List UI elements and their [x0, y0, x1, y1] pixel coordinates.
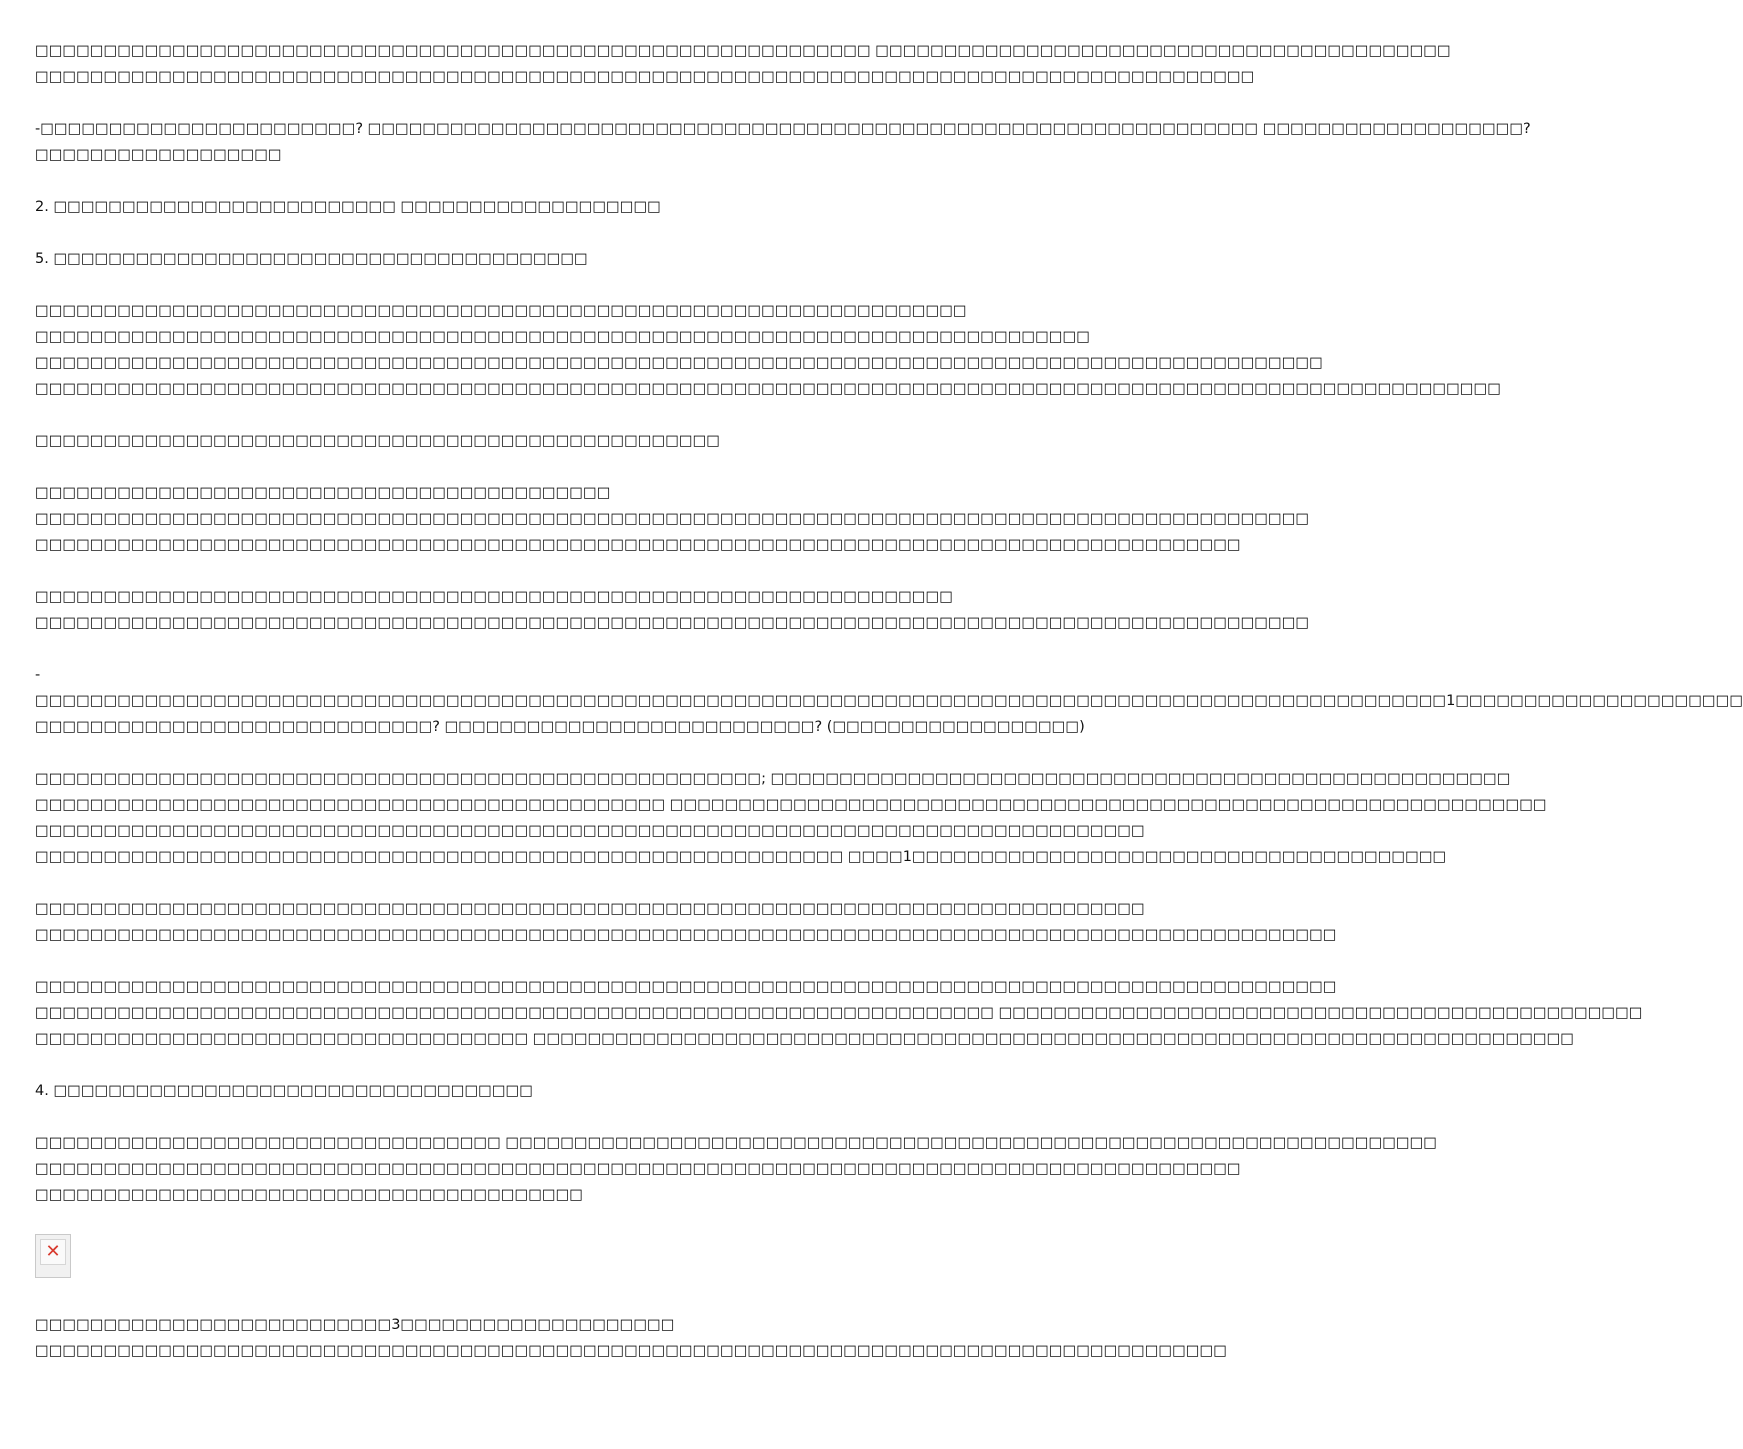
text-line: □□□□□□□□□□□□□□□□□□□□□□□□□□□□□□□□□□□□□□□□□□□□□□□□□□□□□□□□□□□□□□□□□□□□□□□□□□□□□□□□□: [35, 901, 1145, 917]
paragraph: [35, 480, 1310, 558]
text-line: -□□□□□□□□□□□□□□□□□□□□□□□? □□□□□□□□□□□□□□□□□□□□□□□□□□□□□□□□□□□□□□□□□□□□□□□□□□□□□□□□□□□□□□□□□ □□□□□□□□□□□□□□□□□□□?: [35, 121, 1531, 137]
text-line: 4. □□□□□□□□□□□□□□□□□□□□□□□□□□□□□□□□□□□: [35, 1083, 533, 1099]
paragraph: [35, 1078, 955, 1104]
text-line: □□□□□□□□□□□□□□□□□□□□□□□□□□□□□? □□□□□□□□□□□□□□□□□□□□□□□□□□□? (□□□□□□□□□□□□□□□□□□): [35, 719, 1085, 735]
text-line: □□□□□□□□□□□□□□□□□□□□□□□□□□□□□□□□□□□□□□□□□□□□□□□□□□□□□□□□□□□□□□□□□□□□□□□□□□□□□□□□□□□□□□□□: [35, 1161, 1241, 1177]
paragraph: [35, 116, 1531, 168]
broken-image-frame: [40, 1239, 66, 1265]
paragraph: [35, 194, 955, 220]
text-line: □□□□□□□□□□□□□□□□□□□□□□□□□□□□□□□□□□□□□□□□□□□□□□□□□□□□□□□□□□□□□□□□□□□□: [35, 303, 967, 319]
paragraph-list: [35, 38, 1743, 1208]
text-line: 5. □□□□□□□□□□□□□□□□□□□□□□□□□□□□□□□□□□□□□□□: [35, 251, 588, 267]
broken-image-icon: ✕: [45, 1241, 61, 1262]
paragraph: [35, 246, 955, 272]
text-line: □□□□□□□□□□□□□□□□□□: [35, 147, 282, 163]
text-line: □□□□□□□□□□□□□□□□□□□□□□□□□□□□□□□□□□□□□□□□□□□□□□□□□□□□□□□□□□□□□□□□□□□□□□□□□□□□□□□□□□□□□□□□□: [35, 69, 1255, 85]
text-line: □□□□□□□□□□□□□□□□□□□□□□□□□□□□□□□□□□□□□□□□□□□□□□ □□□□□□□□□□□□□□□□□□□□□□□□□□□□□□□□□□□□□□□□□□□□□□□□□□□□□□□□□□□□□□□□: [35, 797, 1547, 813]
paragraph: [35, 662, 1743, 740]
document-body: [35, 38, 1743, 1390]
text-line: □□□□□□□□□□□□□□□□□□□□□□□□□□□□□□□□□□□□□□□□□□□□□□□□□□□□□□□□□□□□□□□□□□□□□□□□□□□□□□□□□□□□□□□□□□□□□: [35, 511, 1310, 527]
text-line: □□□□□□□□□□□□□□□□□□□□□□□□□□□□□□□□□□□□□□□□□□□□□□□□□□□□□□□□□□□□□□□□□□□□□□□□□□□□□□□□□□□□□□□□□□□□□□□□□□□□□□□1□□□□□□□□□□□□□□□□□□□□□: [35, 693, 1743, 709]
paragraph: [35, 1130, 1438, 1208]
text-line: □□□□□□□□□□□□□□□□□□□□□□□□□□□□□□□□□□□□□□□□□□□□□□□□□□□□□□□□□□□□□□□□□□□□□□□□□□□□□□□□□□□□□□□: [35, 1343, 1227, 1359]
paragraph: [35, 974, 1643, 1052]
text-line: □□□□□□□□□□□□□□□□□□□□□□□□□□□□□□□□□□□□□□□□□□□□□□□□□□□□□□□□□□□□□□□□□□□□□□ □□□□□□□□□□□□□□□□□□□□□□□□□□□□□□□□□□□□□□□□□□□□□□□: [35, 1005, 1643, 1021]
paragraph: [35, 766, 1547, 870]
paragraph: [35, 38, 1451, 90]
text-line: □□□□□□□□□□□□□□□□□□□□□□□□□□□□□□□□□□□□□□□□□□□□□□□□□□□□□□□□□□□□□□□□□□□: [35, 589, 953, 605]
paragraph: [35, 1312, 1227, 1364]
text-line: □□□□□□□□□□□□□□□□□□□□□□□□□□□□□□□□□□□□□□□□□□□□□□□□□□□□□□□□□□□□□ □□□□□□□□□□□□□□□□□□□□□□□□□□□□□□□□□□□□□□□□□□: [35, 43, 1451, 59]
paragraph: [35, 896, 1337, 948]
text-line: □□□□□□□□□□□□□□□□□□□□□□□□□□□□□□□□□□□□□□□□□□□□□□□□□□□□□□□□□□□□□□□□□□□□□□□□□□□□□□□□□□□□□□□□□□□□□□□: [35, 927, 1337, 943]
text-line: □□□□□□□□□□□□□□□□□□□□□□□□□□□□□□□□□□□□□□□□□□□□□□□□□□□□□□□□□□□□□□□□□□□□□□□□□□□□□□□□□□□□□□□□: [35, 537, 1241, 553]
paragraph: [35, 584, 1310, 636]
text-line: □□□□□□□□□□□□□□□□□□□□□□□□□□□□□□□□□□ □□□□□□□□□□□□□□□□□□□□□□□□□□□□□□□□□□□□□□□□□□□□□□□□□□□□□□□□□□□□□□□□□□□□: [35, 1135, 1438, 1151]
tail-paragraph-list: [35, 1312, 1227, 1364]
text-line: □□□□□□□□□□□□□□□□□□□□□□□□□□3□□□□□□□□□□□□□□□□□□□□: [35, 1317, 675, 1333]
text-line: □□□□□□□□□□□□□□□□□□□□□□□□□□□□□□□□□□□□□□□□□□□□□□□□□□□□□□□□□□□□□□□□□□□□□□□□□□□□□□□□□□□□□□□□□□□□□□□□□□□□□□□□□□□: [35, 381, 1501, 397]
text-line: □□□□□□□□□□□□□□□□□□□□□□□□□□□□□□□□□□□□□□□□: [35, 1187, 583, 1203]
text-line: □□□□□□□□□□□□□□□□□□□□□□□□□□□□□□□□□□□□□□□□□□□□□□□□□□□□□□□□□□□□□□□□□□□□□□□□□□□□□: [35, 329, 1090, 345]
text-line: □□□□□□□□□□□□□□□□□□□□□□□□□□□□□□□□□□□□□□□□□□□□□□□□□□□□□□□□□□□ □□□□1□□□□□□□□□□□□□□□□□□□□□□□□□□□□□□□□□□□□□□□: [35, 849, 1447, 865]
text-line: □□□□□□□□□□□□□□□□□□□□□□□□□□□□□□□□□□□□□□□□□□□□□□□□□□□□□; □□□□□□□□□□□□□□□□□□□□□□□□□□□□□□□□□□□□□□□□□□□□□□□□□□□□□□: [35, 771, 1511, 787]
text-line: □□□□□□□□□□□□□□□□□□□□□□□□□□□□□□□□□□□□□□□□□□□□□□□□□□□□□□□□□□□□□□□□□□□□□□□□□□□□□□□□□□□□□□□□□□□□□: [35, 615, 1310, 631]
text-line: □□□□□□□□□□□□□□□□□□□□□□□□□□□□□□□□□□□□□□□□□□□□□□□□□□□□□□□□□□□□□□□□□□□□□□□□□□□□□□□□□□□□□□□□□□□□□□□: [35, 979, 1337, 995]
text-line: □□□□□□□□□□□□□□□□□□□□□□□□□□□□□□□□□□□□ □□□□□□□□□□□□□□□□□□□□□□□□□□□□□□□□□□□□□□□□□□□□□□□□□□□□□□□□□□□□□□□□□□□□□□□□□□□□: [35, 1031, 1575, 1047]
paragraph: [35, 298, 1501, 402]
text-line: □□□□□□□□□□□□□□□□□□□□□□□□□□□□□□□□□□□□□□□□□□□□□□□□□□: [35, 433, 720, 449]
paragraph: [35, 428, 955, 454]
text-line: □□□□□□□□□□□□□□□□□□□□□□□□□□□□□□□□□□□□□□□□□□□□□□□□□□□□□□□□□□□□□□□□□□□□□□□□□□□□□□□□□□□□□□□□□□□□□□: [35, 355, 1323, 371]
text-line: -: [35, 667, 41, 683]
text-line: 2. □□□□□□□□□□□□□□□□□□□□□□□□□ □□□□□□□□□□□□□□□□□□□: [35, 199, 661, 215]
text-line: □□□□□□□□□□□□□□□□□□□□□□□□□□□□□□□□□□□□□□□□□□□□□□□□□□□□□□□□□□□□□□□□□□□□□□□□□□□□□□□□□: [35, 823, 1145, 839]
text-line: □□□□□□□□□□□□□□□□□□□□□□□□□□□□□□□□□□□□□□□□□□: [35, 485, 611, 501]
broken-image: [35, 1234, 71, 1278]
